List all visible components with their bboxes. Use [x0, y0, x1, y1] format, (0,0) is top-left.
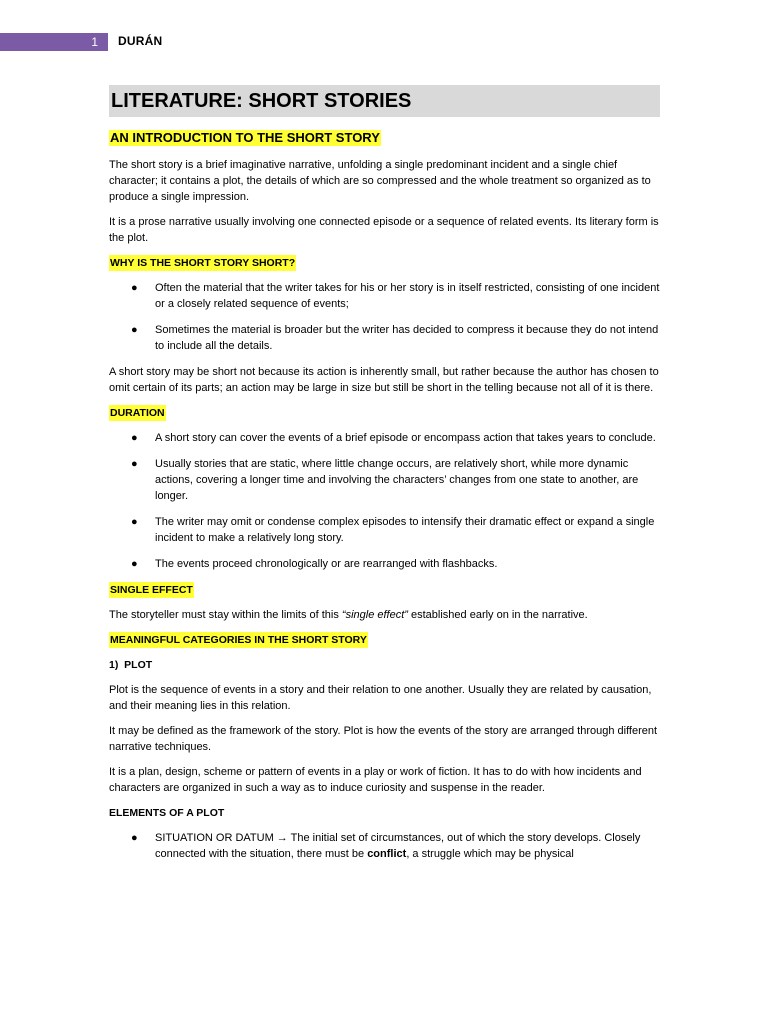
section-heading-categories	[109, 632, 660, 648]
bold-term: conflict	[367, 848, 407, 860]
highlight: MEANINGFUL CATEGORIES IN THE SHORT STORY	[110, 634, 367, 646]
paragraph: It is a plan, design, scheme or pattern of events in a play or work of fiction. It has to do with how incidents and characters are organized in such a way as to induce curiosity and suspense in the reader.	[109, 766, 642, 794]
bullet-list	[109, 830, 660, 862]
page-header	[0, 33, 768, 51]
bullet-icon: ●	[131, 558, 138, 570]
bullet-list	[109, 430, 660, 572]
list-item: ● SITUATION OR DATUM → The initial set of circumstances, out of which the story develops. Closely connected with the situation, there must be conflict, a struggle which may be physical	[131, 832, 641, 860]
page-number-bar	[0, 33, 108, 51]
highlight: WHY IS THE SHORT STORY SHORT?	[110, 257, 296, 269]
section-heading-intro	[109, 130, 660, 146]
list-item: ● Often the material that the writer takes for his or her story is in itself restricted, consisting of one incident or a closely related sequence of events;	[131, 282, 660, 310]
bullet-list	[109, 280, 660, 354]
header-author: DURÁN	[118, 34, 163, 48]
bullet-icon: ●	[131, 324, 138, 336]
paragraph: The short story is a brief imaginative narrative, unfolding a single predominant incident and a single chief character; it contains a plot, the details of which are so compressed and the whole treatment so organized as to produce a single impression.	[109, 159, 651, 203]
list-item: ● Usually stories that are static, where little change occurs, are relatively short, while more dynamic actions, covering a longer time and involving the characters’ changes from one state to another, are longer.	[131, 458, 639, 502]
section-heading-single-effect	[109, 582, 660, 598]
bullet-icon: ●	[131, 458, 138, 470]
paragraph: It may be defined as the framework of the story. Plot is how the events of the story are arranged through different narrative techniques.	[109, 725, 658, 753]
section-heading-duration	[109, 405, 660, 421]
highlight: AN INTRODUCTION TO THE SHORT STORY	[110, 130, 380, 145]
page-number: 1	[91, 35, 98, 49]
paragraph: The storyteller must stay within the limits of this “single effect” established early on in the narrative.	[109, 609, 588, 621]
list-item: ● The writer may omit or condense complex episodes to intensify their dramatic effect or expand a single incident to make a relatively long story.	[131, 516, 655, 544]
list-item: ● The events proceed chronologically or are rearranged with flashbacks.	[131, 558, 498, 570]
bullet-icon: ●	[131, 832, 138, 844]
document-title: LITERATURE: SHORT STORIES	[109, 85, 660, 117]
paragraph: It is a prose narrative usually involving one connected episode or a sequence of related events. Its literary form is the plot.	[109, 216, 659, 244]
bullet-icon: ●	[131, 282, 138, 294]
subheading-elements: ELEMENTS OF A PLOT	[109, 807, 225, 819]
document-body	[109, 85, 660, 872]
emphasis: “single effect”	[341, 609, 408, 621]
highlight: DURATION	[110, 407, 165, 419]
section-heading-why-short	[109, 255, 660, 271]
list-item: ● Sometimes the material is broader but the writer has decided to compress it because they do not intend to include all the details.	[131, 324, 659, 352]
paragraph: Plot is the sequence of events in a story and their relation to one another. Usually they are related by causation, and their meaning lies in this relation.	[109, 684, 652, 712]
highlight: SINGLE EFFECT	[110, 584, 193, 596]
list-item: ● A short story can cover the events of a brief episode or encompass action that takes years to conclude.	[131, 432, 656, 444]
bullet-icon: ●	[131, 432, 138, 444]
paragraph: A short story may be short not because its action is inherently small, but rather because the author has chosen to omit certain of its parts; an action may be large in size but still be short in the telling because not all of it is there.	[109, 366, 659, 394]
bullet-icon: ●	[131, 516, 138, 528]
subheading-plot: 1) PLOT	[109, 659, 153, 671]
